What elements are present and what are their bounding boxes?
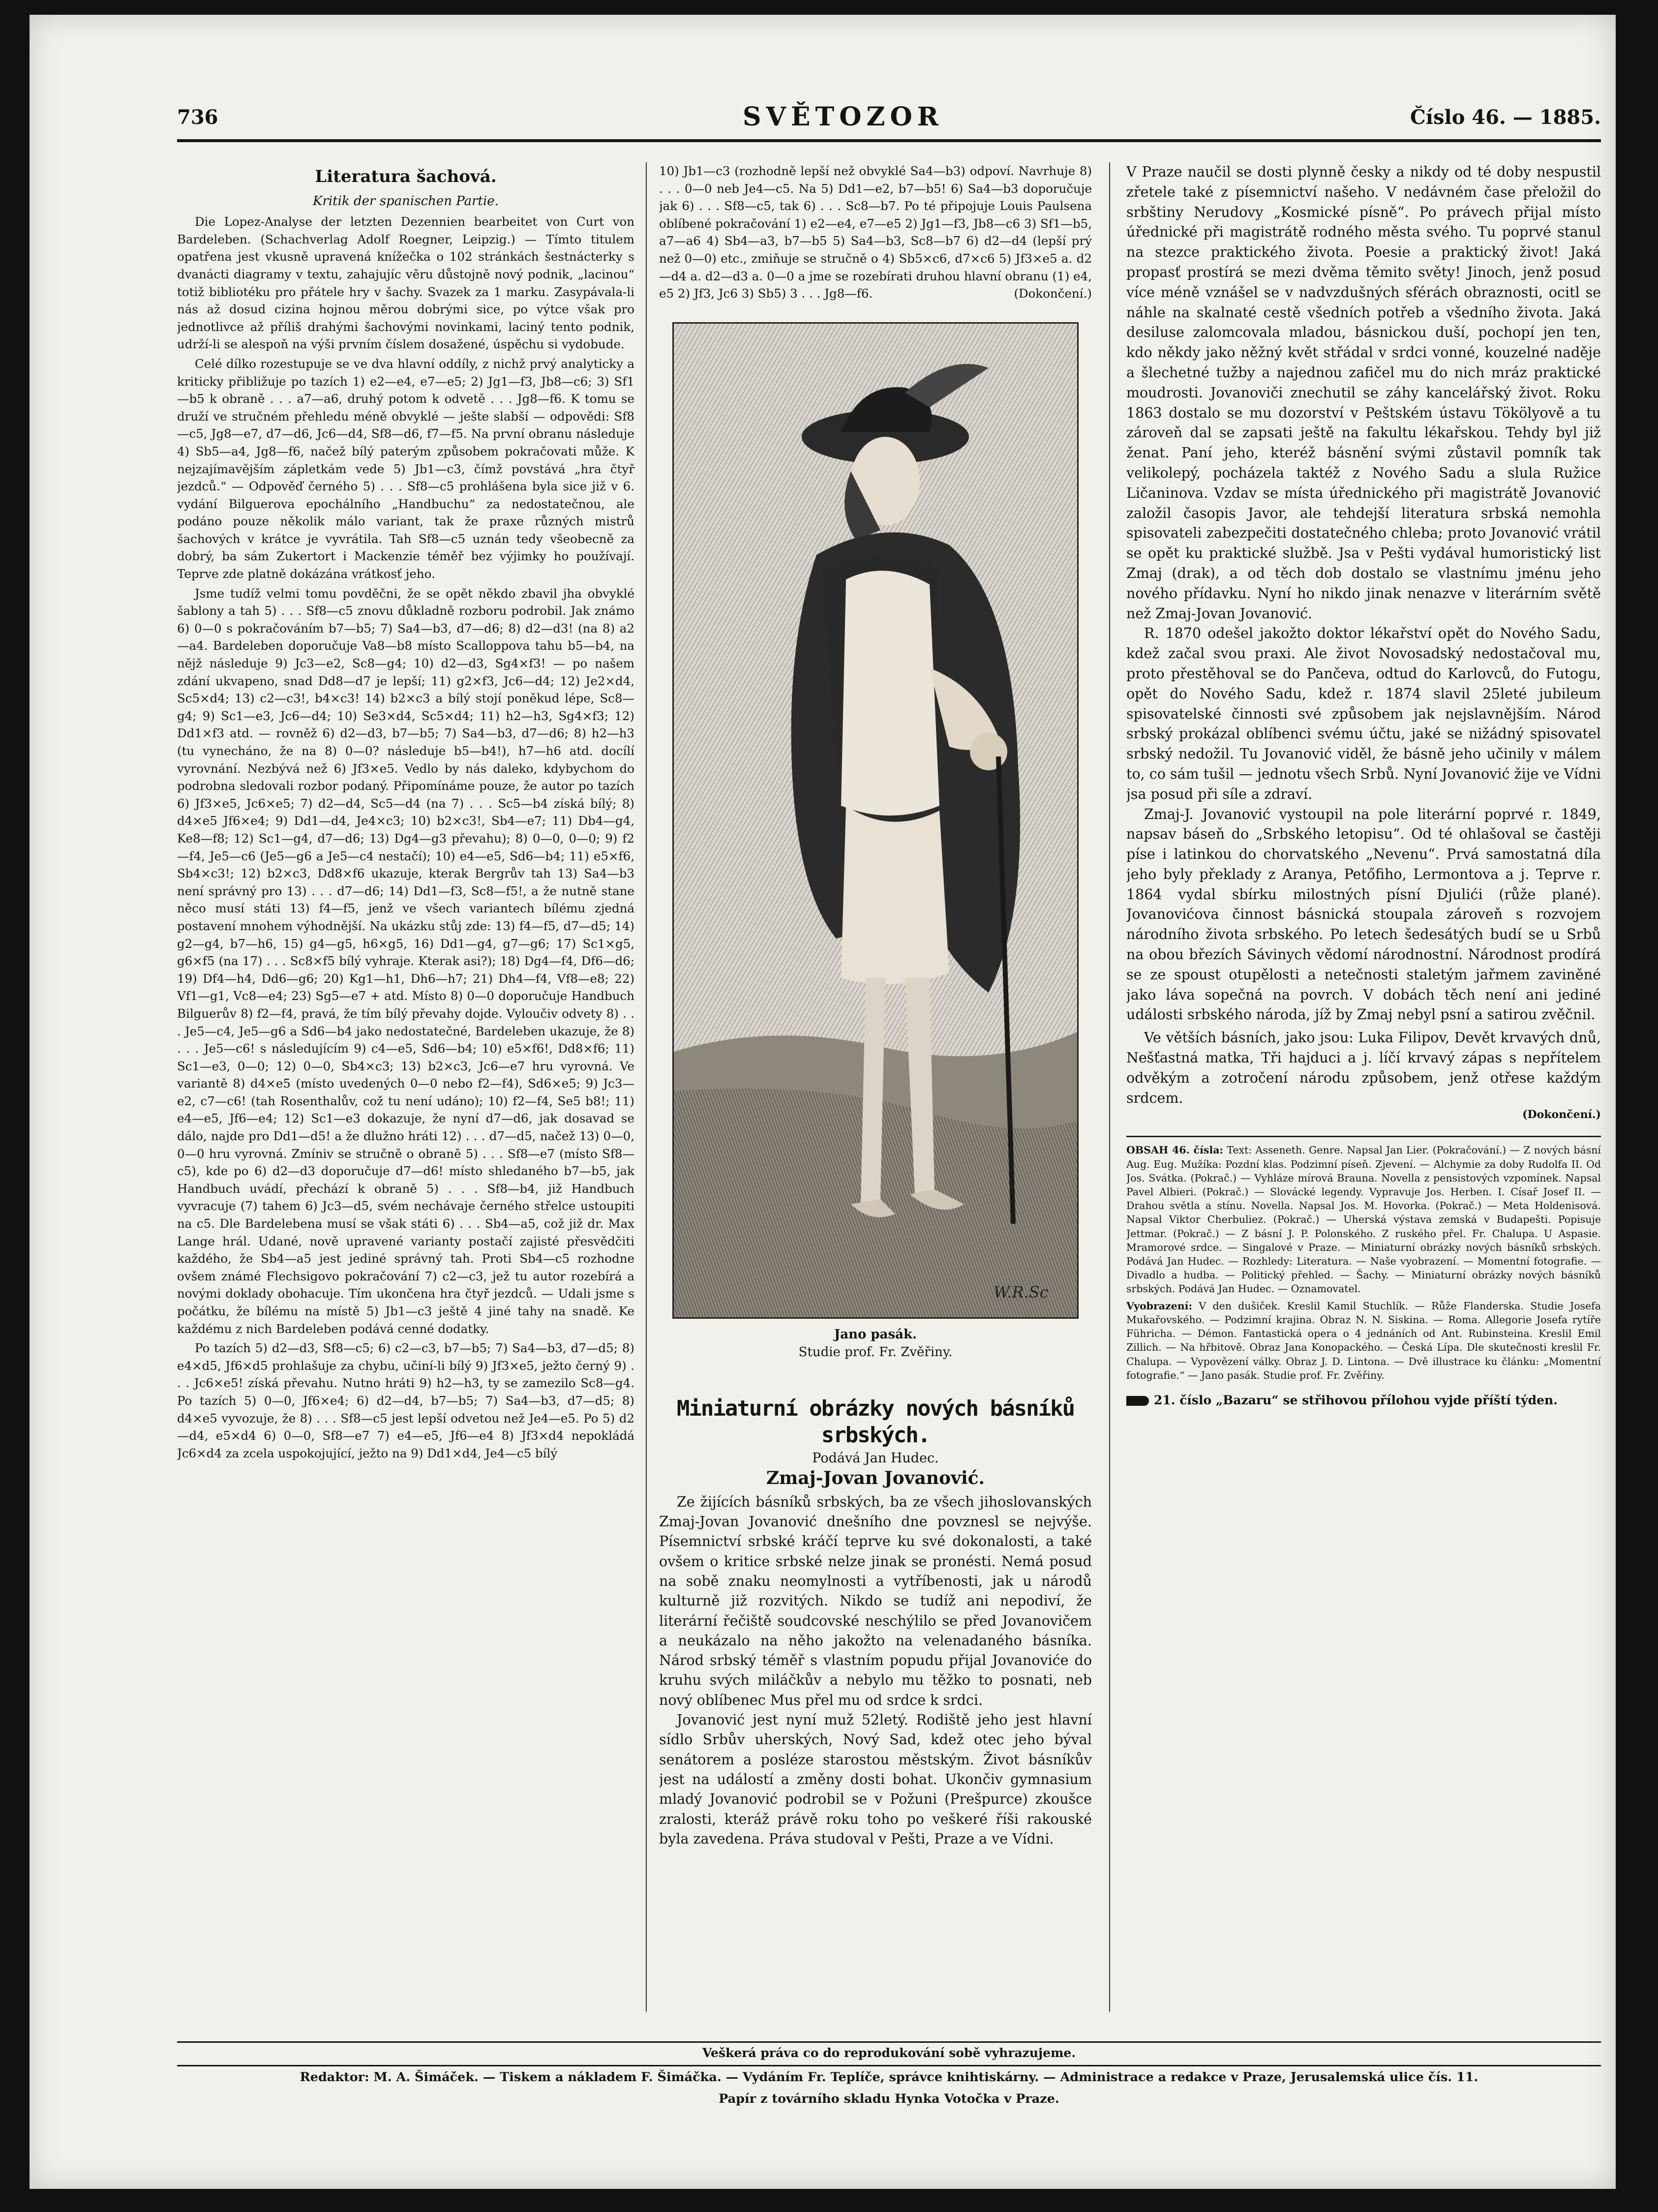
page-footer <box>177 2041 1601 2110</box>
chess-column <box>177 162 634 2031</box>
miniatures-paragraph: Ze žijících básníků srbských, ba ze všech jihoslovanských Zmaj-Jovan Jovanović dnešního dne povznesl se nejvýše. Písemnictví srbské kráčí teprve ku své dokonalosti, a také ovšem o kritice srbské nelze jinak se pronésti. Nemá posud na sobě znaku neomylnosti a vytříbenosti, jak u národů kulturně již rozvitých. Nikdo se tudíž ani nepodiví, že literární řečiště soudcovské neschýlilo se před Jovanovičem a neukázalo na něho jakožto na velenadaného básníka. Národ srbský téměř s vlastním popudu přijal Jovanoviće do kruhu svých miláčkův a nebylo mu těžko to posnati, neb nový oblíbenec Mus přel mu od srdce k srdci. <box>659 1493 1092 1708</box>
chess-subtitle: Kritik der spanischen Partie. <box>313 193 499 209</box>
engraving-picture <box>674 324 1077 1317</box>
illustrations-label: Vyobrazení: <box>1126 1300 1193 1312</box>
chess-paragraph: Celé dílko rozestupuje se ve dva hlavní oddíly, z nichž prvý analyticky a kriticky přibližuje po tazích 1) e2—e4, e7—e5; 2) Jg1—f3, Jb8—c6; 3) Sf1—b5 k obraně . . . a7—a6, druhý potom k odvetě . . . Jg8—f6. K tomu se druží ve stručném přehledu méně obvyklé — ješte slabší — odpovědi: Sf8—c5, Jg8—e7, d7—d6, Jc6—d4, Sf8—d6, f7—f5. Na první obranu následuje 4) Sb5—a4, Jg8—f6, načež bílý paterým způsobem pokračovati může. K nejzajímavějším zápletkám vede 5) Jb1—c3, čímž povstává „hra čtyř jezdců.“ — Odpověď černého 5) . . . Sf8—c5 prohlášena byla sice již v 6. vydání Bilguerova epochálního „Handbuchu“ za nedostatečnou, ale podáno pouze několik málo variant, tak že praxe různých mistrů šachových v krátce je vyvrátila. Tah Sf8—c5 uznán tedy všeobecně za dobrý, ba sám Zukertort i Mackenzie téměř bez výjimky ho používají. Teprve zde platně dokázána vrátkosť jeho. <box>177 356 634 581</box>
illustrations-text: V den dušiček. Kreslil Kamil Stuchlík. — Růže Flanderska. Studie Josefa Mukařovského. — Podzimní krajina. Obraz N. N. Siskina. — Roma. Allegorie Josefa rytíře Führicha. — Démon. Fantastická opera o 4 jednáních od Ant. Rubinsteina. Kreslil Emil Zillich. — Na hřbitově. Obraz Jana Konopackého. — Česká Lípa. Dle skutečnosti kreslil Fr. Chalupa. — Vypovězení války. Obraz J. D. Lintona. — Dvě illustrace ku článku: „Momentní fotografie.“ — Jano pasák. Studie prof. Fr. Zvěřiny. <box>1126 1300 1601 1381</box>
miniatures-text <box>659 1492 1092 1849</box>
chess-continuation-credit: (Dokončení.) <box>1014 286 1092 301</box>
illustration-credit: Studie prof. Fr. Zvěřiny. <box>798 1344 953 1360</box>
miniatures-byline: Podává Jan Hudec. <box>812 1450 939 1466</box>
jovanovic-credit: (Dokončení.) <box>1522 1108 1601 1121</box>
contents-label: OBSAH 46. čísla: <box>1126 1144 1224 1156</box>
chess-paragraph: Po tazích 5) d2—d3, Sf8—c5; 6) c2—c3, b7—b5; 7) Sa4—b3, d7—d5; 8) e4×d5, Jf6×d5 prohlašuje za chybu, učiní-li bílý 9) Jf3×e5, ježto černý 9) . . . Jc6×e5! získá převahu. Nutno hráti 9) h2—h3, ty se zamezilo Sc8—g4. Po tazích 5) 0—0, Jf6×e4; 6) d2—d4, b7—b5; 7) Sa4—b3, d7—d5; 8) d4×e5 vyvozuje, že 8) . . . Sf8—c5 jest lepší odvetou než Je4—e5. Po 5) d2—d4, e5×d4 6) 0—0, Sf8—e7 7) e4—e5, Jf6—e4 8) Jf3×d4 nepokládá Jc6×d4 za zcela uspokojující, ježto na 9) Dd1×d4, Je4—c5 bílý <box>177 1341 634 1460</box>
right-column <box>1126 162 1601 2031</box>
imprint-line: Redaktor: M. A. Šimáček. — Tiskem a nákladem F. Šimáčka. — Vydáním Fr. Teplíče, správce knihtiskárny. — Administrace a redakce v Praze, Jerusalemská ulice čís. 11. <box>300 2070 1478 2085</box>
illustration-title: Jano pasák. <box>834 1327 917 1342</box>
footer-rule <box>177 2041 1601 2043</box>
masthead: SVĚTOZOR <box>743 102 943 132</box>
chess-paragraph: Jsme tudíž velmi tomu povděčni, že se opět někdo zbavil jha obvyklé šablony a tah 5) . . . Sf8—c5 znovu důkladně rozboru podrobil. Jak známo 6) 0—0 s pokračováním b7—b5; 7) Sa4—b3, d7—d6; 8) d2—d3! (na 8) a2—a4. Bardeleben doporučuje Va8—b8 místo Scalloppova tahu b5—b4, na nějž následuje 9) Jc3—e2, Sc8—g4; 10) d2—d3, Sg4×f3! — po našem zdání ukvapeno, snad Dd8—d7 je lepší; 11) g2×f3, Jc6—d4; 12) Je2×d4, Sc5×d4; 13) c2—c3!, b4×c3! 14) b2×c3 a bílý stojí poněkud lépe, Sc8—g4; 9) Sc1—e3, Jc6—d4; 10) Se3×d4, Sc5×d4; 11) h2—h3, Sg4×f3; 12) Dd1×f3 atd. — rovněž 6) d2—d3, b7—b5; 7) Sa4—b3, d7—d6; 8) h2—h3 (tu vynecháno, že na 8) 0—0? následuje b5—b4!), h7—h6 atd. docílí vyrovnání. Nezbývá než 6) Jf3×e5. Vedlo by nás daleko, kdybychom do podrobna sledovali rozbor podaný. Připomínáme pouze, že autor po tazích 6) Jf3×e5, Jc6×e5; 7) d2—d4, Sc5—d4 (na 7) . . . Sc5—b4 získá bílý; 8) d4×e5 Jf6×e4; 9) Dd1—d4, Je4×c3; 10) b2×c3!, Sb4—e7; 11) Db4—g4, Ke8—f8; 12) Sc1—g4, d7—d6; 13) Dg4—g3 převahu); 8) 0—0, 0—0; 9) f2—f4, Je5—c6 (Je5—g6 a Je5—c4 nestačí); 10) e4—e5, Sd6—b4; 11) e5×f6, Sb4×c3!; 12) b2×c3, Dd8×f6 ukazuje, kterak Bergrův tah 13) Sa4—b3 není správný pro 13) . . . d7—d6; 14) Dd1—f3, Sc8—f5!, a že nutně stane něco musí státi 13) f4—f5, jenž ve všech variantech bílému zjedná postavení mnohem výhodnější. Na ukázku stůj zde: 13) f4—f5, d7—d5; 14) g2—g4, b7—h6, 15) g4—g5, h6×g5, 16) Dd1—g4, g7—g6; 17) Sc1×g5, g6×f5 (na 17) . . . Sc8×f5 bílý vyhraje. Kterak asi?); 18) Dg4—f4, Df6—d6; 19) Df4—h4, Dd6—g6; 20) Kg1—h1, Dh6—h7; 21) Dh4—f4, Vf8—e8; 22) Vf1—g1, Vc8—e4; 23) Sg5—e7 + atd. Místo 8) 0—0 doporučuje Handbuch Bilguerův 8) f2—f4, pravá, že tím bílý převahy dojde. Vyloučiv odvety 8) . . . Je5—c4, Je5—g6 a Sd6—b4 jako nedostatečné, Bardeleben ukazuje, že 8) . . . Je5—c6! s následujícím 9) c4—e5, Sd6—b4; 10) e5×f6!, Dd8×f6; 11) Sc1—e3, 0—0; 12) 0—0, Sb4×c3; 13) b2×c3, Jc6—e7 hru vyrovná. Ve variantě 8) d4×e5 (místo uvedených 0—0 nebo f2—f4), Sd6×e5; 9) Jc3—e2, c7—c6! (tah Rosenthalův, což tu není udáno); 10) f2—f4, Se5 b8!; 11) e4—e5, Jf6—e4; 12) Sc1—e3 dokazuje, že nyní d7—d6, jak dosavad se dálo, najde pro Dd1—d5! a že dlužno hráti 12) . . . d7—d5, načež 13) 0—0, 0—0 hru vyrovná. Zmíniv se stručně o obraně 5) . . . Sf8—e7 (místo Sf8—c5), kde po 6) d2—d3 doporučuje d7—d6! místo shledaného b7—b5, jak Handbuch uvádí, přechází k obraně 5) . . . Sf8—b4, již Handbuch vyvracuje (7) tahem 6) Jc3—d5, svém nechávaje černého střelce ustoupiti na c5. Dle Bardelebena musí se však státi 6) . . . Sb4—a5, což již dr. Max Lange hrál. Udané, nově upravené varianty postačí zajisté přesvědčiti každého, že Sb4—a5 jest jediné správný tah. Proti Sb4—c5 rozhodne ovšem známé Flechsigovo pokračování 7) c2—c3, jež tu autor rozebírá a novými doklady obohacuje. Tím ukončena hra čtyř jezdců. — Udali jsme s počátku, že bílému na místě 5) Jb1—c3 ještě 4 jiné tahy na snadě. Ke každému z nich Bardeleben podává cenné dodatky. <box>177 586 634 1336</box>
chess-title: Literatura šachová. <box>315 167 497 186</box>
middle-column <box>659 162 1092 2031</box>
illustration-caption <box>659 1326 1092 1361</box>
bazar-notice <box>1126 1392 1601 1409</box>
rights-notice: Veškerá práva co do reprodukování sobě vyhrazujeme. <box>702 2046 1076 2060</box>
page-header <box>177 96 1601 145</box>
column-divider <box>646 162 647 2012</box>
jovanovic-paragraph: Zmaj-J. Jovanović vystoupil na pole literární poprvé r. 1849, napsav báseň do „Srbského letopisu“. Od té ohlašoval se častěji píse i latinkou do chorvatského „Nevenu“. Prvá samostatná díla jeho byly překlady z Aranya, Petőfiho, Lermontova a j. Teprve r. 1864 vydal sbírku milostných písní Djulići (růže plané). Jovanovićova činnost básnická stoupala zároveň s rozvojem národního života srbského. Po letech šedesátých budí se u Srbů na obou březích Sávinych vědomí národnostní. Národnost prodírá se ze spoust otupělosti a netečnosti staletým jařmem zaviněné jako láva sopečná na povrch. V dobách těch není ani jediné události srbského národa, jíž by Zmaj nebyl psní a satirou zvěčnil. <box>1126 806 1601 1023</box>
miniatures-paragraph: Jovanović jest nyní muž 52letý. Rodiště jeho jest hlavní sídlo Srbův uherských, Nový Sad, kdež otec jeho býval senátorem a posléze starostou městským. Život básníkův jest na událostí a změny dosti bohat. Ukončiv gymnasium mladý Jovanović podrobil se v Požuni (Prešpurce) zkoušce zralosti, kteráž právě roku toho po veškeré říši rakouské byla zavedena. Práva studoval v Pešti, Praze a ve Vídni. <box>659 1712 1092 1847</box>
engraver-signature: W.R.Sc <box>994 1282 1049 1302</box>
column-divider <box>1109 162 1110 2012</box>
pointing-hand-icon <box>1126 1396 1149 1406</box>
page-number: 736 <box>177 106 218 129</box>
chess-paragraph: Die Lopez-Analyse der letzten Dezennien bearbeitet von Curt von Bardeleben. (Schachverlag Adolf Roegner, Leipzig.) — Tímto titulem opatřena jest vkusně upravená knížečka o 102 stránkách šestnácterky s dvanácti diagramy v textu, zahajujíc věru důstojně nový podnik, „lacinou“ totiž bibliotéku pro přátele hry v šachy. Svazek za 1 marku. Zasypávala-li nás až dosud cizina hojnou měrou dobrými sice, po výtce však pro jednotlivce až příliš drahými šachovými novinkami, laciný tento podnik, udrží-li se alespoň na výši prvním číslem dosažené, úspěchu si vydobude. <box>177 214 634 352</box>
contents-text: Text: Asseneth. Genre. Napsal Jan Lier. (Pokračování.) — Z nových básní Aug. Eug. Mužíka: Pozdní klas. Podzimní píseň. Zjevení. — Alchymie za doby Rudolfa II. Od Jos. Svátka. (Pokrač.) — Vyhláze mírová Brauna. Novella z pensistových vzpomínek. Napsal Pavel Albieri. (Pokrač.) — Slovácké legendy. Vypravuje Jos. Herben. I. Císař Josef II. — Drahou světla a stínu. Novella. Napsal Jos. M. Hovorka. (Pokrač.) — Meta Holdenisová. Napsal Viktor Cherbuliez. (Pokrač.) — Uherská výstava zemská v Budapešti. Popisuje Jettmar. (Pokrač.) — Z básní J. P. Polonského. Z ruského přel. Fr. Chalupa. U Aspasie. Mramorové srdce. — Singalové v Praze. — Miniaturní obrázky nových básníků srbských. Podává Jan Hudec. — Rozhledy: Literatura. — Naše vyobrazení. — Momentní fotografie. — Divadlo a hudba. — Politický přehled. — Šachy. — Miniaturní obrázky nových básníků srbských. Podává Jan Hudec. — Oznamovatel. <box>1126 1144 1601 1295</box>
table-of-contents <box>1126 1136 1601 1382</box>
paper-supplier-line: Papír z továrního skladu Hynka Votočka v Praze. <box>719 2091 1059 2106</box>
illustrations-list <box>1126 1299 1601 1382</box>
issue-number: Číslo 46. — 1885. <box>1410 106 1601 129</box>
bazar-notice-text: 21. číslo „Bazaru“ se střihovou přílohou vyjde příští týden. <box>1154 1393 1558 1407</box>
jano-pasak-engraving <box>672 322 1079 1319</box>
jovanovic-paragraph: V Praze naučil se dosti plynně česky a nikdy od té doby nespustil zřetele také z písemnictví našeho. V nedávném čase přeložil do srbštiny Nerudovy „Kosmické písně“. Po právech přijal místo úřednické při magistrátě rodného města svého. Tu poprvé stanul na stezce praktického života. Poesie a praktický život! Jaká propasť prostírá se mezi dvěma těmito světy! Jinoch, jenž posud více méně vznášel se v nadvzdušných sférách obraznosti, ocitl se náhle na skalnaté cestě všedních potřeb a všedního života. Jaká desiluse zalomcovala mladou, básnickou duší, pochopí jen ten, kdo někdy jako něžný květ střádal v srdci vonné, kouzelné naděje a šlechetné tužby a najednou zafičel mu do nich mráz praktické moudrosti. Jovanoviči znechutil se záhy kancelářský život. Roku 1863 dostalo se mu dozorství v Peštském ústavu Tökölyově a tu zároveň dal se zapsati ještě na fakultu lékařskou. Tehdy byl již ženat. Paní jeho, kteréž básnění svými zůstavil pomník tak velikolepý, pocházela taktéž z Nového Sadu a slula Ružice Ličaninova. Vzdav se místa úřednického při magistrátě Jovanović založil časopis Javor, ale tehdejší literatura srbská nemohla spisovateli zabezpečiti dostatečného chleba; proto Jovanović vrátil se opět ku praktické službě. Jsa v Pešti vydával humoristický list Zmaj (drak), a od těch dob dostalo se vlastnímu jménu jeho nového přídavku. Nyní ho nikdo jinak nenazve v literárním světě než Zmaj-Jovan Jovanović. <box>1126 164 1601 622</box>
miniatures-subtitle: Zmaj-Jovan Jovanović. <box>766 1467 985 1488</box>
jovanovic-paragraph: Ve větších básních, jako jsou: Luka Filipov, Devět krvavých dnů, Nešťastná matka, Tři hajduci a j. líčí krvavý zápas s nepřítelem odvěkým a zotročení národu způsobem, jenž otřese každým srdcem. <box>1126 1030 1601 1106</box>
jovanovic-paragraph: R. 1870 odešel jakožto doktor lékařství opět do Nového Sadu, kdež začal svou praxi. Ale život Novosadský nedostačoval mu, proto přestěhoval se do Pančeva, odtud do Karlovců, do Futogu, opět do Nového Sadu, kdež r. 1874 slavil 25leté jubileum spisovatelské činnosti své způsobem jak nejslavnějším. Národ srbský prokázal oblíbenci svému účtu, jaké se nižádný spisovatel srbský nedožil. Tu Jovanović viděl, že básně jeho učinily v málem to, co sám tušil — jednotu všech Srbů. Nyní Jovanović žije ve Vídni jsa posud při síle a zdraví. <box>1126 625 1601 802</box>
chess-continuation <box>659 162 1092 303</box>
jovanovic-text <box>1126 162 1601 1108</box>
header-rule <box>177 139 1601 142</box>
miniatures-title: Miniaturní obrázky nových básníků srbských. <box>676 1395 1075 1448</box>
chess-continuation-text: 10) Jb1—c3 (rozhodně lepší než obvyklé Sa4—b3) odpoví. Navrhuje 8) . . . 0—0 neb Je4—c5. Na 5) Dd1—e2, b7—b5! 6) Sa4—b3 doporučuje jak 6) . . . Sf8—c5, tak 6) . . . Sc8—b7. Po té připojuje Louis Paulsena oblíbené pokračování 1) e2—e4, e7—e5 2) Jg1—f3, Jb8—c6 3) Sf1—b5, a7—a6 4) Sb4—a3, b7—b5 5) Sa4—b3, Sc8—b7 6) d2—d4 (lepší prý než 0—0) etc., zmiňuje se stručně o 4) Sb5×c6, d7×c6 5) Jf3×e5 a. d2—d4 a. d2—d3 a. 0—0 a jme se rozebírati druhou hlavní obranu (1) e4, e5 2) Jf3, Jc6 3) Sb5) 3 . . . Jg8—f6. <box>659 164 1092 301</box>
